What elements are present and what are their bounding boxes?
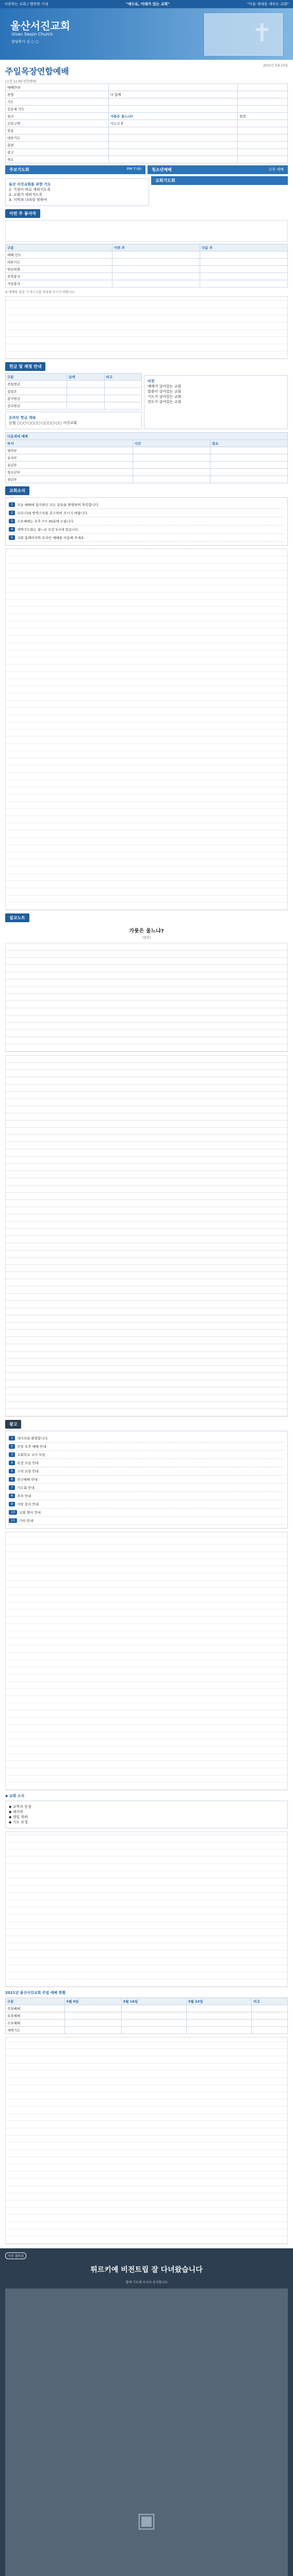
info-bar-label: 청소년예배 (152, 167, 172, 172)
top-bar-right: "다음 세대를 세우는 교회" (247, 2, 289, 6)
table-cell (252, 2005, 288, 2012)
table-cell (108, 127, 238, 134)
table-row (6, 388, 142, 395)
table-cell (200, 280, 287, 287)
table-header: 시간 (133, 440, 210, 447)
table-cell (108, 142, 238, 149)
item-text: 주일 오후 예배 안내 (17, 1445, 46, 1449)
item-number: 6 (9, 1477, 15, 1482)
list-item (9, 1467, 284, 1476)
table-row (6, 266, 288, 273)
vision-item: 말씀이 살아있는 교회 (148, 389, 182, 394)
table-cell (64, 2005, 121, 2012)
table-header-row (6, 374, 142, 381)
table-cell: 봉헌 (6, 142, 109, 149)
table-cell (200, 273, 287, 280)
item-text: 기타 안내 (19, 1519, 34, 1523)
table-cell: 유치부 (6, 454, 133, 462)
attendance-title: 2021년 울산서진교회 주일 예배 현황 (5, 1991, 66, 1995)
item-number: 3 (9, 1452, 15, 1457)
table-cell: 식당봉사 (6, 280, 112, 287)
prayer-line: 2. 교회가 세워지도록 (9, 193, 43, 197)
table-cell (200, 266, 287, 273)
table-cell: 예배안내 (6, 84, 109, 91)
table-cell (133, 454, 210, 462)
note-item: ◆ 교역자 동정 (9, 1805, 31, 1809)
table-cell (112, 280, 200, 287)
table-row (6, 454, 288, 462)
announcement-list (5, 1431, 288, 1529)
table-header: 구분 (6, 1998, 65, 2005)
table-cell (133, 469, 210, 476)
schedule-grid (5, 296, 288, 359)
table-cell (108, 98, 238, 106)
section-title: 광고 (5, 1420, 21, 1429)
table-cell (64, 2012, 121, 2020)
info-bar-value: 오후 예배 (268, 167, 284, 172)
table-row (6, 251, 288, 259)
bulletin-date: 2021년 5월 23일 (263, 64, 288, 67)
table-cell (238, 120, 288, 127)
table-row (6, 280, 288, 287)
table-cell (186, 2027, 251, 2034)
table-cell (133, 476, 210, 483)
item-text: 구역 모임 안내 (17, 1469, 39, 1473)
table-row (6, 447, 288, 454)
list-item (9, 1492, 284, 1500)
item-text: 교회 행사 안내 (19, 1511, 41, 1515)
table-cell (112, 266, 200, 273)
table-cell (238, 98, 288, 106)
offering-section (5, 362, 288, 483)
info-bar-label: 교회기도회 (155, 178, 175, 183)
item-number: 11 (9, 1518, 17, 1523)
table-cell (186, 2012, 251, 2020)
table-cell (112, 259, 200, 266)
table-row (6, 259, 288, 266)
table-cell (108, 84, 238, 91)
vision-title: 비전 (148, 379, 155, 383)
table-row (6, 381, 142, 388)
table-header-row (6, 1998, 288, 2005)
list-item (9, 509, 284, 517)
table-cell (252, 2012, 288, 2020)
table-row (6, 120, 288, 127)
table-cell: 예배 인도 (6, 251, 112, 259)
info-bar-label: 주보기도회 (9, 167, 29, 172)
account-box (5, 412, 142, 429)
gallery-label: 사진 갤러리 (5, 2252, 26, 2259)
item-number: 1 (9, 1436, 15, 1440)
vision-item: 전도가 살아있는 교회 (148, 400, 182, 404)
table-cell: 주차봉사 (6, 273, 112, 280)
table-cell (108, 106, 238, 113)
table-cell (252, 2020, 288, 2027)
table-cell (112, 273, 200, 280)
list-item (9, 1476, 284, 1484)
item-text: 식당 봉사 안내 (17, 1502, 39, 1506)
pastor-name: 담임목사 김 ○ ○ (11, 40, 39, 44)
memo-lines[interactable] (5, 1055, 288, 1417)
table-cell: 대표기도 (6, 259, 112, 266)
item-text: 목장 모임 안내 (17, 1461, 39, 1465)
item-text: 교회학교 교사 모임 (17, 1453, 45, 1457)
table-cell (121, 2005, 186, 2012)
table-cell (238, 142, 288, 149)
worship-order-title: 주일목장연합예배 (5, 66, 69, 76)
table-row (6, 113, 288, 120)
prayer-box (5, 178, 149, 206)
table-header: 구분 (6, 374, 67, 381)
church-logo: 울산서진교회 (10, 20, 70, 32)
table-cell: 다 함께 (108, 91, 238, 98)
table-row (6, 462, 288, 469)
table-header-row (6, 244, 288, 251)
table-cell (108, 149, 238, 156)
note-item: ◆ 기도 요청 (9, 1820, 28, 1824)
gallery-caption: 함께 기도해 주셔서 감사합니다 (125, 2281, 168, 2284)
list-item (9, 1484, 284, 1492)
list-item (9, 526, 284, 534)
table-cell (67, 402, 104, 410)
table-header: 구분 (6, 244, 112, 251)
prayer-line: 1. 가정이 바로 세워지도록 (9, 188, 51, 192)
table-header: 다음 주 (200, 244, 287, 251)
table-header: 이번 주 (112, 244, 200, 251)
table-row (6, 127, 288, 134)
list-item (9, 501, 284, 509)
item-text: 새가족을 환영합니다. (17, 1436, 48, 1440)
church-subtitle: Ulsan Seojin Church (11, 32, 53, 37)
table-cell: 선교헌금 (6, 402, 67, 410)
table-row (6, 476, 288, 483)
table-cell: 청년부 (6, 476, 133, 483)
table-cell: 설교 (6, 113, 109, 120)
section-title: 설교노트 (5, 913, 29, 922)
list-item (9, 1443, 284, 1451)
item-text: 기도회 안내 (17, 1486, 35, 1490)
table-cell (108, 134, 238, 142)
table-cell: 영아부 (6, 447, 133, 454)
list-item (9, 534, 284, 542)
table-cell (133, 447, 210, 454)
table-cell (238, 134, 288, 142)
table-cell: 말씀 (238, 113, 288, 120)
item-number: 9 (9, 1502, 15, 1506)
table-title-row (6, 433, 288, 440)
table-cell (64, 2027, 121, 2034)
item-text: 교회 홈페이지와 온라인 예배를 이용해 주세요. (17, 536, 85, 540)
table-cell: 감사헌금 (6, 395, 67, 402)
table-title: 다음세대 예배 (6, 433, 288, 440)
table-row (6, 134, 288, 142)
table-header: 비고 (252, 1998, 288, 2005)
notes-grid (5, 1832, 288, 1987)
table-cell (238, 127, 288, 134)
vision-item: 기도가 살아있는 교회 (148, 395, 182, 399)
info-bar (5, 165, 145, 174)
section-title: 교회소식 (5, 486, 29, 495)
table-cell (64, 2020, 121, 2027)
offering-table (5, 373, 142, 410)
table-cell (210, 454, 287, 462)
table-row (6, 106, 288, 113)
item-number: 8 (9, 1494, 15, 1498)
list-item (9, 1509, 284, 1517)
item-number: 10 (9, 1510, 17, 1515)
table-header: 비고 (104, 374, 142, 381)
table-header: 부서 (6, 440, 133, 447)
table-cell: 수요예배 (6, 2020, 65, 2027)
info-bar-value: PM 7:00 (126, 167, 141, 171)
table-row (6, 2012, 288, 2020)
table-cell: 찬송 (6, 127, 109, 134)
item-text: 오늘 예배에 참석하신 모든 분들을 환영하며 축복합니다. (17, 503, 100, 507)
vision-box (144, 375, 288, 429)
table-cell (210, 462, 287, 469)
table-cell (210, 447, 287, 454)
table-cell (133, 462, 210, 469)
table-row (6, 402, 142, 410)
image-icon: ▣ (137, 2509, 156, 2532)
table-row (6, 156, 288, 163)
table-header: 5월 9일 (64, 1998, 121, 2005)
table-cell: 공동체 기도 (6, 106, 109, 113)
table-header: 장소 (210, 440, 287, 447)
vision-item: 예배가 살아있는 교회 (148, 384, 182, 388)
next-gen-table (5, 432, 288, 483)
schedule-section (5, 209, 288, 359)
table-cell (104, 395, 142, 402)
table-cell (200, 259, 287, 266)
cross-icon: ✝ (251, 19, 272, 47)
table-cell (238, 156, 288, 163)
item-text: 주차 안내 (17, 1494, 31, 1498)
table-cell: 찬양 (6, 91, 109, 98)
table-header: 5월 23일 (186, 1998, 251, 2005)
list-item (9, 1459, 284, 1467)
prayer-title: 울산 서진교회를 위한 기도 (9, 182, 51, 187)
table-cell: 주일헌금 (6, 381, 67, 388)
list-item (9, 1434, 284, 1443)
table-cell: 광고 (6, 149, 109, 156)
item-number: 5 (9, 535, 15, 540)
table-row (6, 98, 288, 106)
table-row (6, 142, 288, 149)
list-item (9, 1517, 284, 1525)
item-number: 4 (9, 1461, 15, 1465)
table-cell: 주일예배 (6, 2005, 65, 2012)
table-cell (210, 469, 287, 476)
attendance-grid (5, 2037, 288, 2244)
worship-order-table (5, 83, 288, 163)
attendance-table (5, 1997, 288, 2034)
section-title: ◆ 교회 소식 (5, 1794, 25, 1798)
schedule-table (5, 244, 288, 287)
table-row (6, 91, 288, 98)
list-item (9, 1451, 284, 1459)
table-row (6, 84, 288, 91)
item-text: 수요예배는 오후 7시 30분에 드립니다. (17, 519, 74, 523)
top-bar-slogan: "예수로, 미래가 있는 교회" (126, 2, 170, 6)
table-row (6, 395, 142, 402)
table-cell: 헌금위원 (6, 266, 112, 273)
info-bar (151, 176, 288, 185)
item-text: 헌신예배 안내 (17, 1478, 38, 1482)
table-cell (121, 2012, 186, 2020)
item-number: 7 (9, 1485, 15, 1490)
table-row (6, 2027, 288, 2034)
table-cell: 새벽기도 (6, 2027, 65, 2034)
table-cell (186, 2020, 251, 2027)
table-row (6, 469, 288, 476)
table-cell (67, 381, 104, 388)
section-title: 이번 주 봉사자 (5, 209, 40, 218)
announcement-grid (5, 1532, 288, 1790)
gallery-photo (5, 2289, 288, 2576)
worship-order-subtitle: (오전 11:00 연합예배) (5, 80, 37, 83)
table-cell (67, 395, 104, 402)
prayer-line: 3. 지역과 나라를 위하여 (9, 198, 47, 202)
note-item: ◆ 새가족 (9, 1810, 23, 1814)
table-cell (238, 149, 288, 156)
table-cell (121, 2027, 186, 2034)
schedule-text (5, 220, 288, 242)
table-row (6, 2020, 288, 2027)
news-grid (5, 549, 288, 910)
table-cell: 신앙고백 (6, 120, 109, 127)
table-row (6, 273, 288, 280)
table-cell (108, 156, 238, 163)
table-cell (200, 251, 287, 259)
table-cell (104, 402, 142, 410)
table-cell (112, 251, 200, 259)
attendance-section (5, 1990, 288, 2244)
table-cell: 청소년부 (6, 469, 133, 476)
item-number: 2 (9, 511, 15, 515)
news-list (5, 497, 288, 546)
item-number: 4 (9, 527, 15, 532)
bottom-notes-box (5, 1801, 288, 1828)
hero-banner (0, 8, 293, 60)
item-number: 5 (9, 1469, 15, 1473)
top-bar-left: 사랑하는 교회 / 행복한 가정 (4, 2, 48, 6)
gallery-footer (0, 2248, 293, 2576)
account-number: 농협 ○○○-○○○○-○○○○-○○ 서진교회 (9, 421, 77, 425)
table-row (6, 2005, 288, 2012)
list-item (9, 1500, 284, 1509)
memo-title: 가룟은 울느냐? (129, 928, 164, 934)
table-header: 5월 16일 (121, 1998, 186, 2005)
table-cell (238, 84, 288, 91)
item-text: 코로나19 방역수칙을 준수하여 주시기 바랍니다. (17, 511, 89, 515)
news-section (5, 486, 288, 910)
top-bar (0, 0, 293, 8)
item-number: 3 (9, 519, 15, 523)
table-cell (238, 91, 288, 98)
table-cell (121, 2020, 186, 2027)
item-text: 새벽기도회는 월~금 오전 5시에 있습니다. (17, 528, 79, 532)
memo-scripture: (말씀) (142, 936, 151, 940)
table-cell: 유년부 (6, 462, 133, 469)
gallery-headline: 튀르키예 비전트립 잘 다녀왔습니다 (90, 2266, 203, 2274)
announcements-section (5, 1420, 288, 1790)
bottom-notes-section (5, 1793, 288, 1987)
table-header-row (6, 440, 288, 447)
table-cell (210, 476, 287, 483)
info-bar (148, 165, 288, 174)
table-cell (104, 381, 142, 388)
item-number: 1 (9, 502, 15, 507)
table-cell (104, 388, 142, 395)
sermon-title-cell: 가룟은 울느냐? (108, 113, 238, 120)
memo-section (5, 913, 288, 1417)
table-cell (186, 2005, 251, 2012)
table-cell: 오후예배 (6, 2012, 65, 2020)
table-cell: 대표기도 (6, 134, 109, 142)
table-cell (252, 2027, 288, 2034)
table-header: 금액 (67, 374, 104, 381)
table-cell: 기도 (6, 98, 109, 106)
worship-order-section (5, 63, 288, 206)
table-cell: 사도신경 (108, 120, 238, 127)
list-item (9, 517, 284, 526)
section-title: 헌금 및 재정 안내 (5, 362, 45, 371)
table-cell: 십일조 (6, 388, 67, 395)
account-label: 온라인 헌금 계좌 (9, 416, 36, 420)
memo-lines[interactable] (5, 943, 288, 1052)
table-cell: 축도 (6, 156, 109, 163)
table-row (6, 149, 288, 156)
note-item: ◆ 생일 축하 (9, 1815, 28, 1819)
mask-note: ※ 예배당 출입 시 마스크를 착용해 주시기 바랍니다. (5, 291, 76, 294)
item-number: 2 (9, 1444, 15, 1449)
table-cell (67, 388, 104, 395)
table-cell (238, 106, 288, 113)
